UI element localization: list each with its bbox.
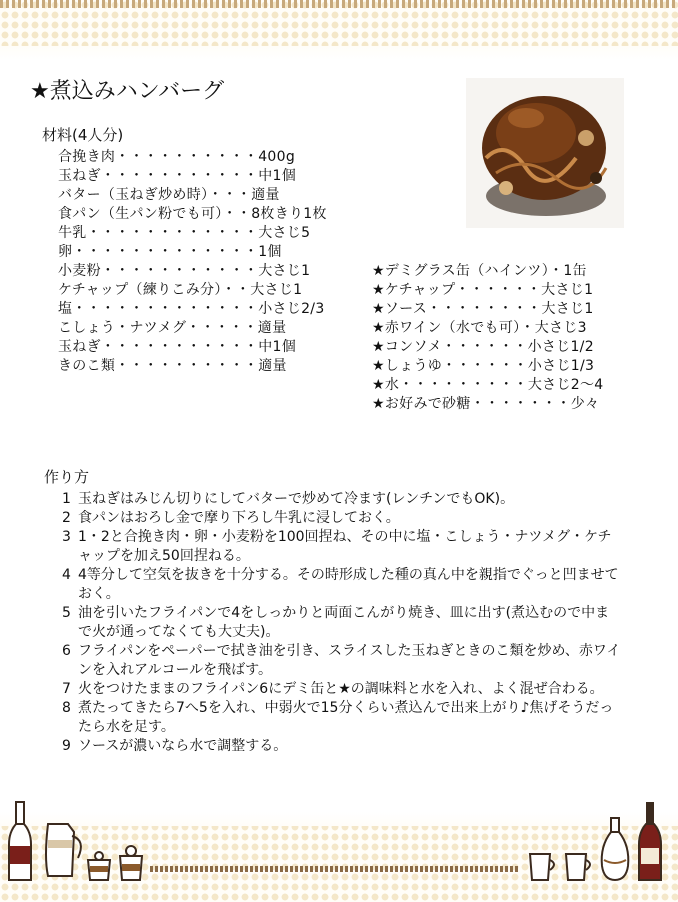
step-text: ソースが濃いなら水で調整する。 — [78, 738, 288, 754]
ingredient-row: こしょう・ナツメグ・・・・・適量 — [58, 320, 287, 336]
ingredient-row: 牛乳・・・・・・・・・・・・大さじ5 — [58, 225, 311, 241]
step-item — [62, 642, 622, 680]
sauce-ingredient-row: ★水・・・・・・・・・大さじ2～4 — [372, 377, 604, 393]
step-number: 4 — [62, 567, 71, 583]
ingredients-list — [58, 148, 327, 376]
step-item — [62, 490, 622, 509]
bottom-divider — [150, 866, 520, 872]
sauce-ingredient-row: ★ソース・・・・・・・・大さじ1 — [372, 301, 594, 317]
ingredient-row: きのこ類・・・・・・・・・・適量 — [58, 358, 287, 374]
mug-icon — [562, 850, 594, 882]
cup-icon — [526, 850, 558, 882]
ingredient-row: 塩・・・・・・・・・・・・・小さじ2/3 — [58, 301, 325, 317]
step-text: 玉ねぎはみじん切りにしてバターで炒めて冷ます(レンチンでもOK)。 — [78, 491, 515, 507]
cream-pot-icon — [116, 844, 146, 882]
sugar-pot-icon — [84, 850, 114, 882]
ingredient-row: ケチャップ（練りこみ分）・・大さじ1 — [58, 282, 303, 298]
steps-heading: 作り方 — [44, 468, 90, 486]
ingredient-row: バター（玉ねぎ炒め時）・・・適量 — [58, 187, 280, 203]
step-text: 煮たってきたら7へ5を入れ、中弱火で15分くらい煮込んで出来上がり♪焦げそうだったら水を足す。 — [78, 700, 614, 735]
pitcher-icon — [38, 818, 88, 882]
hamburg-steak-photo — [466, 78, 624, 228]
ingredient-row: 玉ねぎ・・・・・・・・・・・中1個 — [58, 339, 297, 355]
ingredient-row: 合挽き肉・・・・・・・・・・400g — [58, 149, 296, 165]
ingredient-row: 卵・・・・・・・・・・・・・1個 — [58, 244, 282, 260]
step-number: 5 — [62, 605, 71, 621]
step-number: 2 — [62, 510, 71, 526]
ingredient-row: 食パン（生パン粉でも可）・・8枚きり1枚 — [58, 206, 327, 222]
carafe-icon — [598, 816, 632, 882]
steps-list — [62, 490, 622, 756]
top-dotted-border — [0, 0, 678, 60]
sauce-ingredient-row: ★デミグラス缶（ハインツ）・1缶 — [372, 263, 587, 279]
recipe-title: ★煮込みハンバーグ — [30, 79, 225, 104]
sauce-ingredient-row: ★ケチャップ・・・・・・大さじ1 — [372, 282, 594, 298]
step-item — [62, 604, 622, 642]
sauce-ingredient-row: ★コンソメ・・・・・・小さじ1/2 — [372, 339, 594, 355]
step-item — [62, 566, 622, 604]
step-text: 油を引いたフライパンで4をしっかりと両面こんがり焼き、皿に出す(煮込むので中まで火が通ってなくても大丈夫)。 — [78, 605, 610, 640]
step-number: 6 — [62, 643, 71, 659]
step-item — [62, 528, 622, 566]
step-text: 火をつけたままのフライパン6にデミ缶と★の調味料と水を入れ、よく混ぜ合わる。 — [78, 681, 604, 697]
step-text: 4等分して空気を抜きを十分する。その時形成した種の真ん中を親指でぐっと凹ませておく。 — [78, 567, 619, 602]
step-number: 8 — [62, 700, 71, 716]
step-number: 9 — [62, 738, 71, 754]
sauce-ingredient-row: ★赤ワイン（水でも可）・大さじ3 — [372, 320, 587, 336]
step-text: 食パンはおろし金で摩り下ろし牛乳に浸しておく。 — [78, 510, 400, 526]
ingredient-row: 小麦粉・・・・・・・・・・・大さじ1 — [58, 263, 311, 279]
step-text: フライパンをペーパーで拭き油を引き、スライスした玉ねぎときのこ類を炒め、赤ワインを入れアルコールを飛ばす。 — [78, 643, 621, 678]
step-text: 1・2と合挽き肉・卵・小麦粉を100回捏ね、その中に塩・こしょう・ナツメグ・ケチャップを加え50回捏ねる。 — [78, 529, 612, 564]
sauce-ingredient-row: ★しょうゆ・・・・・・小さじ1/3 — [372, 358, 595, 374]
step-item — [62, 680, 622, 699]
ingredient-row: 玉ねぎ・・・・・・・・・・・中1個 — [58, 168, 297, 184]
sauce-ingredient-row: ★お好みで砂糖・・・・・・・少々 — [372, 396, 600, 412]
red-wine-bottle-icon — [636, 800, 664, 884]
step-number: 7 — [62, 681, 71, 697]
step-item — [62, 737, 622, 756]
step-item — [62, 699, 622, 737]
ingredients-heading: 材料(4人分) — [42, 126, 124, 144]
step-item — [62, 509, 622, 528]
step-number: 3 — [62, 529, 71, 545]
step-number: 1 — [62, 491, 71, 507]
wine-bottle-icon — [6, 800, 34, 884]
sauce-ingredients-list — [372, 262, 603, 414]
